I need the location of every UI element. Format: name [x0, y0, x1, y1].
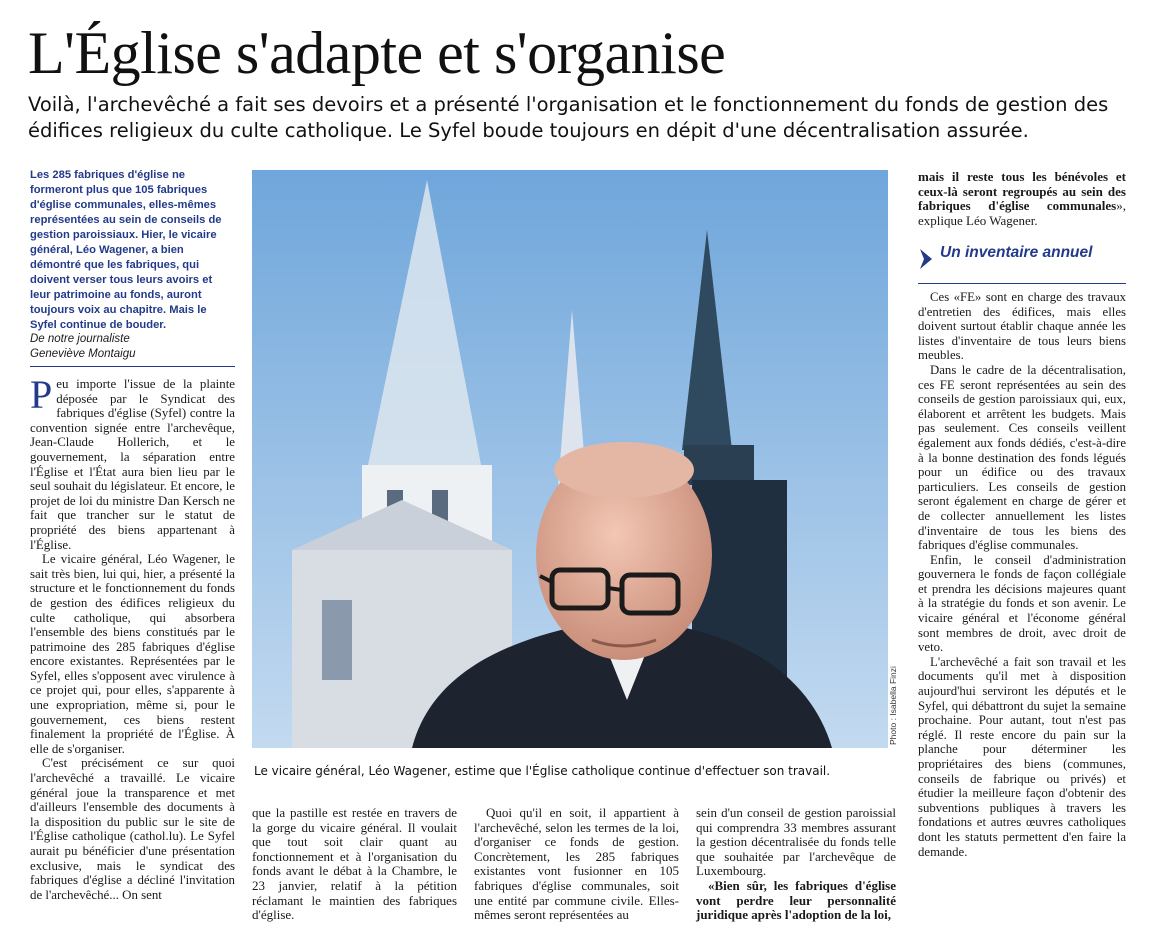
headline: L'Église s'adapte et s'organise	[28, 20, 726, 86]
article-column-1	[30, 372, 235, 902]
intertitle-text: Un inventaire annuel	[940, 244, 1093, 261]
paragraph: Dans le cadre de la décentralisation, ces FE seront représentées au sein des conseils de gestion paroissiaux qui, eux, élaborent et arrêtent les budgets. Mais pas seulement. Ces conseils veillent également aux fonds dédiés, c'est-à-dire à la bonne destination des fonds légués pour un édifice ou des travaux particuliers. Les conseils de gestion seront également en charge de gérer et de collecter annuellement les listes d'inventaire de tous les biens des fabriques d'église communales.	[918, 362, 1126, 553]
byline	[30, 332, 235, 362]
article-photo	[252, 170, 888, 748]
chevron-right-icon	[918, 247, 934, 271]
article-column-2	[252, 806, 457, 923]
byline-role: De notre journaliste	[30, 333, 130, 345]
article-column-3	[474, 806, 679, 923]
paragraph: que la pastille est restée en travers de la gorge du vicaire général. Il voulait que tout soit clair quant au fonctionnement et à l'organisation du fonds avant le débat à la Chambre, le 23 janvier, relatif à la pétition réclamant le maintien des fabriques d'église.	[252, 805, 457, 923]
byline-divider	[30, 366, 235, 367]
lede-summary: Les 285 fabriques d'église ne formeront plus que 105 fabriques d'église communales, elles-mêmes représentées au sein de conseils de gestion paroissiaux. Hier, le vicaire général, Léo Wagener, a bien démontré que les fabriques, qui doivent verser tous leurs avoirs et leur patrimoine au fonds, auront toujours voix au chapitre. Mais le Syfel continue de bouder.	[30, 169, 222, 331]
byline-author: Geneviève Montaigu	[30, 348, 136, 360]
paragraph: Peu importe l'issue de la plainte déposée par le Syndicat des fabriques d'église (Syfel) contre la convention signée entre l'archevêque, Jean-Claude Hollerich, et le gouvernement, la séparation entre l'Église et l'État aura bien lieu par le seul souhait du législateur. Et encore, le projet de loi du ministre Dan Kersch ne fait que trancher sur le statut de propriété des biens appartenant à l'Église.	[30, 372, 235, 552]
paragraph: Quoi qu'il en soit, il appartient à l'archevêché, selon les termes de la loi, d'organiser ce fonds de gestion. Concrètement, les 285 fabriques existantes vont fusionner en 105 fabriques d'église communales, soit une entité par commune civile. Elles-mêmes seront représentées au	[474, 805, 679, 923]
photo-caption: Le vicaire général, Léo Wagener, estime que l'Église catholique continue d'effectuer son travail.	[254, 764, 831, 778]
photo-credit: Photo : Isabella Finzi	[888, 666, 898, 745]
article-column-4	[696, 806, 896, 923]
paragraph: L'archevêché a fait son travail et les documents qu'il met à disposition aujourd'hui serviront les députés et le Syfel, qui débattront du sujet la semaine prochaine. Pour autant, tout n'est pas réglé. Il reste encore du pain sur la planche pour déterminer les propriétaires des biens (communes, conseils de fabrique ou privés) et étudier la meilleure façon d'obtenir des subventions publiques à travers les fondations et autres œuvres catholiques dont les statuts permettent d'en faire la demande.	[918, 654, 1126, 859]
paragraph: Enfin, le conseil d'administration gouvernera le fonds de façon collégiale et prendra les décisions majeures quant à la stratégie du fonds et son avenir. Le vicaire général et l'économe général sont membres de droit, avec droit de veto.	[918, 552, 1126, 655]
photo-illustration	[252, 170, 888, 748]
paragraph: «Bien sûr, les fabriques d'église vont perdre leur personnalité juridique après l'adoption de la loi,	[696, 877, 896, 923]
intertitle-divider	[918, 283, 1126, 284]
paragraph: C'est précisément ce sur quoi l'archevêché a travaillé. Le vicaire général joue la transparence et met d'ailleurs l'ensemble des documents à la disposition du public sur le site de l'Église catholique (cathol.lu). Le Syfel aurait pu bénéficier d'une présentation exclusive, mais le syndicat des fabriques d'église a décliné l'invitation de l'archevêché... On sent	[30, 756, 235, 902]
drop-cap: P	[30, 372, 53, 417]
paragraph: Ces «FE» sont en charge des travaux d'entretien des édifices, mais elles doivent surtout établir chaque année les listes d'inventaire de tous leurs biens meubles.	[918, 290, 1126, 363]
paragraph: Le vicaire général, Léo Wagener, le sait très bien, lui qui, hier, a présenté la structure et le fonctionnement du fonds de gestion des édifices religieux du culte catholique, qui absorbera l'ensemble des biens constitués par le patrimoine des 285 fabriques d'église encore existantes. Représentées par le Syfel, elles s'opposent avec virulence à ce projet qui, pour elles, s'apparente à une expropriation, même si, pour le gouvernement, ces biens restent finalement la propriété de l'Église. À elle de s'organiser.	[30, 552, 235, 756]
standfirst: Voilà, l'archevêché a fait ses devoirs et a présenté l'organisation et le fonctionnement du fonds de gestion des édifices religieux du culte catholique. Le Syfel boude toujours en dépit d'une décentralisation assurée.	[28, 93, 1109, 142]
paragraph: sein d'un conseil de gestion paroissial qui comprendra 33 membres assurant la gestion décentralisée du fonds telle que souhaitée par l'archevêque de Luxembourg.	[696, 805, 896, 879]
article-column-5-top	[918, 170, 1126, 228]
paragraph: mais il reste tous les bénévoles et ceux-là seront regroupés au sein des fabriques d'église communales», explique Léo Wagener.	[918, 169, 1126, 228]
article-column-5	[918, 290, 1126, 859]
